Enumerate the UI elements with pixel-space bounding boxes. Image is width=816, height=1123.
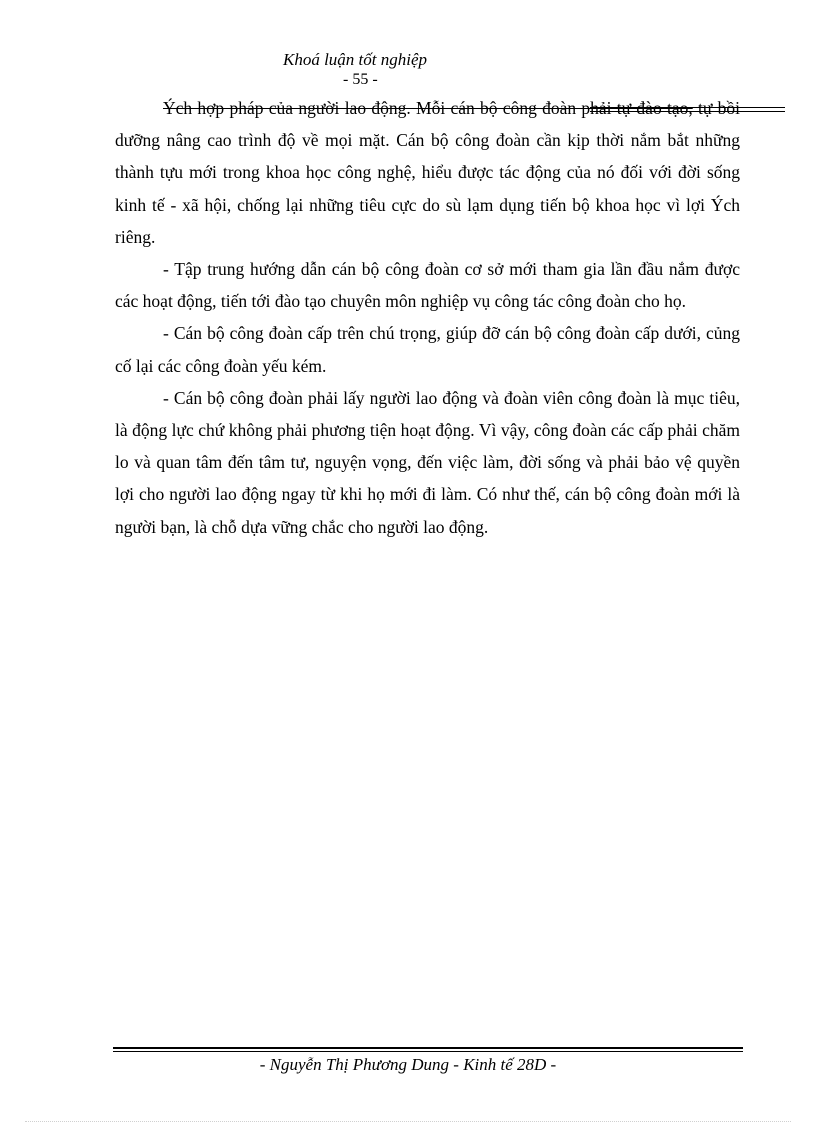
paragraph-1 bbox=[115, 92, 740, 253]
paragraph-4: - Cán bộ công đoàn phải lấy người lao động và đoàn viên công đoàn là mục tiêu, là động lực chứ không phải phương tiện hoạt động. Vì vậy, công đoàn các cấp phải chăm lo và quan tâm đến tâm tư, nguyện vọng, đến việc làm, đời sống và phải bảo vệ quyền lợi cho người lao động ngay từ khi họ mới đi làm. Có như thế, cán bộ công đoàn mới là người bạn, là chỗ dựa vững chắc cho người lao động. bbox=[115, 387, 740, 537]
header-title: Khoá luận tốt nghiệp bbox=[283, 50, 428, 69]
page-bottom-border bbox=[25, 1121, 791, 1122]
footer-rule bbox=[113, 1047, 743, 1052]
paragraph-2: - Tập trung hướng dẫn cán bộ công đoàn cơ sở mới tham gia lần đầu nắm được các hoạt động, tiến tới đào tạo chuyên môn nghiệp vụ công tác công đoàn cho họ. bbox=[115, 259, 740, 312]
paragraph-1-text: tự bồi dưỡng nâng cao trình độ về mọi mặt. Cán bộ công đoàn cần kịp thời nắm bắt những thành tựu mới trong khoa học công nghệ, hiểu được tác động của nó đối với đời sống kinh tế - xã hội, chống lại những tiêu cực do sù lạm dụng tiến bộ khoa học vì lợi Ých riêng. bbox=[115, 98, 740, 247]
paragraph-3: - Cán bộ công đoàn cấp trên chú trọng, giúp đỡ cán bộ công đoàn cấp dưới, củng cố lại các công đoàn yếu kém. bbox=[115, 323, 740, 376]
footer-text: - Nguyễn Thị Phương Dung - Kinh tế 28D - bbox=[259, 1055, 557, 1074]
body-text bbox=[115, 92, 740, 543]
struck-lead-text: Ých hợp pháp của người lao động. Mỗi cán bộ công đoàn phải tự đào tạo, bbox=[163, 98, 693, 118]
page-number: - 55 - bbox=[343, 71, 378, 88]
